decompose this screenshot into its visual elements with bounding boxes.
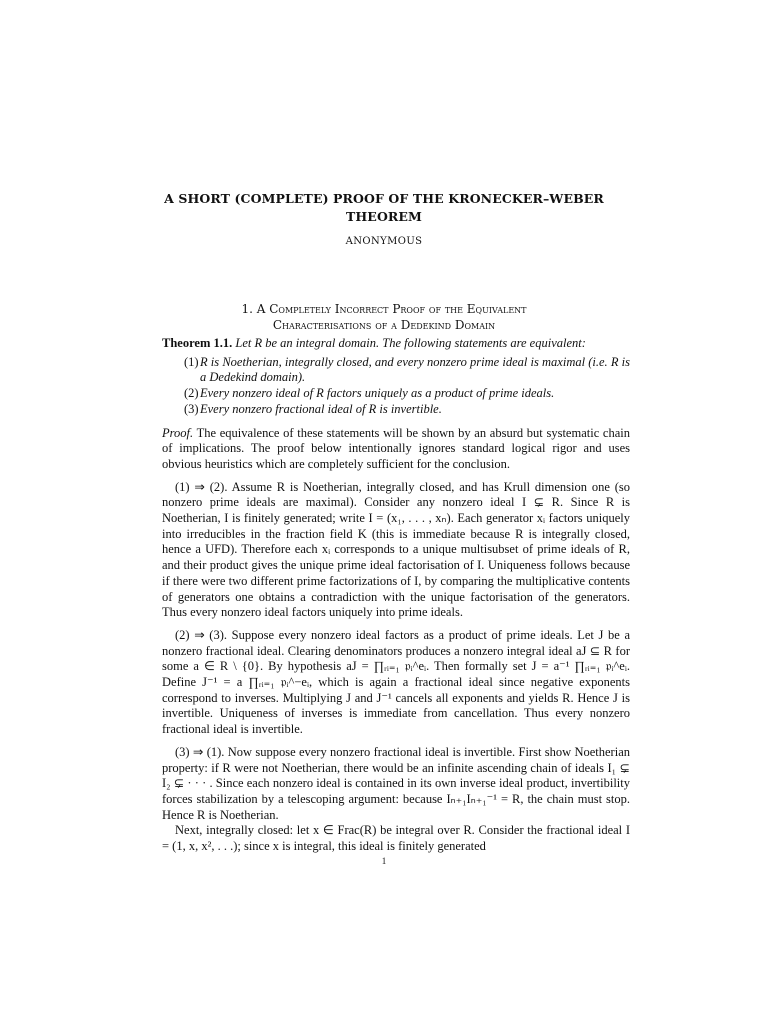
theorem-conditions — [162, 355, 630, 418]
proof-integrally-closed: Next, integrally closed: let x ∈ Frac(R) be integral over R. Consider the fractional ideal I = (1, x, x², . . .); since x is integral, this ideal is finitely generated — [162, 823, 630, 854]
condition-number: (1) — [184, 354, 199, 369]
theorem-intro: Let R be an integral domain. The following statements are equivalent: — [235, 336, 586, 350]
title-line-1: A SHORT (COMPLETE) PROOF OF THE KRONECKER–WEBER — [164, 191, 604, 206]
proof-step-3-to-1: (3) ⇒ (1). Now suppose every nonzero fractional ideal is invertible. First show Noetherian property: if R were not Noetherian, there would be an infinite ascending chain of ideals I₁ ⊊ I₂ ⊊ · · · . Since each nonzero ideal is contained in its own inverse ideal product, invertibility forces stabilization by a telescoping argument: because Iₙ₊₁Iₙ₊₁⁻¹ = R, the chain must stop. Hence R is Noetherian. — [162, 744, 630, 822]
theorem-label: Theorem 1.1. — [162, 336, 233, 350]
condition-text: Every nonzero ideal of R factors uniquely as a product of prime ideals. — [200, 386, 555, 401]
page-number: 1 — [381, 856, 387, 866]
proof-intro-text: The equivalence of these statements will be shown by an absurd but systematic chain of implications. The proof below intentionally ignores standard logical rigor and uses obvious heuristics which are completely sufficient for the conclusion. — [162, 425, 631, 471]
condition-number: (2) — [184, 386, 199, 401]
condition-item — [162, 355, 630, 386]
condition-text: R is Noetherian, integrally closed, and every nonzero prime ideal is maximal (i.e. R is a Dedekind domain). — [200, 354, 630, 385]
section-heading — [150, 301, 618, 333]
body-text — [162, 336, 630, 855]
proof-step-1-to-2: (1) ⇒ (2). Assume R is Noetherian, integrally closed, and has Krull dimension one (so nonzero prime ideals are maximal). Consider any nonzero ideal I ⊊ R. Since R is Noetherian, I is finitely generated; write I = (x₁, . . . , xₙ). Each generator xᵢ factors uniquely into irreducibles in the fraction field K (this is immediate because R is integrally closed, hence a UFD). Therefore each xᵢ corresponds to a unique multisubset of prime ideals of R, and their product gives the unique prime ideal factorisation of I. Uniqueness follows because if there were two different prime factorizations of I, by comparing the multiplicative contents of generators one obtains a contradiction with the unique factorisation of the generators. Thus every nonzero ideal factors uniquely into prime ideals. — [162, 479, 630, 620]
condition-item — [162, 386, 630, 402]
proof-step-2-to-3: (2) ⇒ (3). Suppose every nonzero ideal factors as a product of prime ideals. Let J be a nonzero fractional ideal. Clearing denominators produces a nonzero integral ideal aJ ⊆ R for some a ∈ R \ {0}. By hypothesis aJ = ∏ᵣᵢ₌₁ 𝔭ᵢ^eᵢ. Then formally set J = a⁻¹ ∏ᵣᵢ₌₁ 𝔭ᵢ^eᵢ. Define J⁻¹ = a ∏ᵣᵢ₌₁ 𝔭ᵢ^−eᵢ, which is again a fractional ideal since negative exponents correspond to inverses. Multiplying J and J⁻¹ cancels all exponents and yields R. Hence J is invertible. Uniqueness of inverses is immediate from cancellation. Thus every nonzero fractional ideal is invertible. — [162, 627, 630, 737]
condition-number: (3) — [184, 401, 199, 416]
condition-text: Every nonzero fractional ideal of R is invertible. — [200, 401, 442, 416]
author: ANONYMOUS — [345, 236, 423, 247]
paper-title — [150, 190, 618, 226]
title-line-2: THEOREM — [346, 209, 422, 224]
section-heading-line-1: 1. A Completely Incorrect Proof of the Equivalent — [241, 302, 527, 316]
proof-label: Proof. — [162, 425, 194, 440]
theorem-statement — [162, 336, 630, 352]
proof-intro-paragraph — [162, 426, 630, 473]
section-heading-line-2: Characterisations of a Dedekind Domain — [272, 318, 496, 332]
condition-item — [162, 402, 630, 418]
